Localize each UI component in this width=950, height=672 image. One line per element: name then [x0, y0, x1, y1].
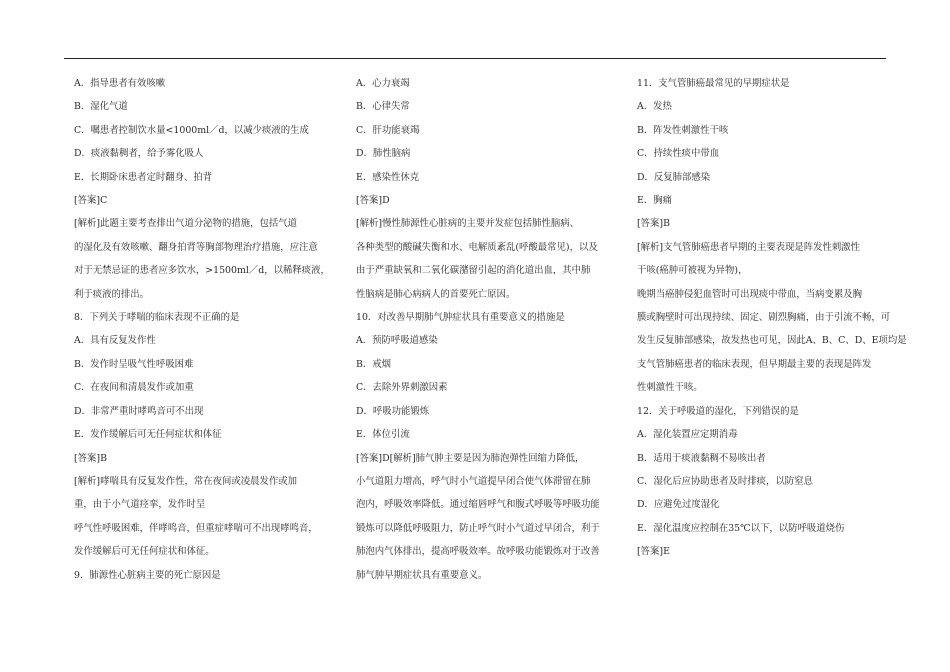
option-line: B．心律失常	[356, 101, 410, 113]
option-line: C．持续性痰中带血	[637, 148, 720, 160]
option-line: D．非常严重时哮鸣音可不出现	[74, 405, 204, 417]
answer-line: [答案]C	[74, 195, 108, 207]
option-line: C．在夜间和清晨发作或加重	[74, 382, 194, 394]
option-line: C．肝功能衰竭	[356, 124, 420, 136]
explanation-line: 晚期当癌肿侵犯血管时可出现痰中带血，当病变累及胸	[637, 288, 863, 300]
option-line: B．适用于痰液黏稠不易咳出者	[637, 452, 766, 464]
explanation-line: 重，由于小气道痉挛，发作时呈	[74, 499, 206, 511]
explanation-line: [解析]支气管肺癌患者早期的主要表现是阵发性刺激性	[637, 241, 860, 253]
answer-explanation-line: [答案]D[解析]肺气肿主要是因为肺泡弹性回缩力降低，	[356, 452, 585, 464]
option-line: A．预防呼吸道感染	[356, 335, 438, 347]
column-right	[637, 72, 907, 564]
explanation-line: 由于严重缺氧和二氧化碳潴留引起的消化道出血，其中肺	[356, 265, 591, 277]
explanation-line: 锻炼可以降低呼吸阻力，防止呼气时小气道过早闭合，利于	[356, 522, 600, 534]
explanation-line: [解析]慢性肺源性心脏病的主要并发症包括肺性脑病、	[356, 218, 579, 230]
column-middle	[356, 72, 612, 587]
explanation-line: 泡内，呼吸效率降低。通过缩唇呼气和腹式呼吸等呼吸功能	[356, 499, 600, 511]
option-line: A．发热	[637, 101, 672, 113]
answer-line: [答案]E	[637, 546, 670, 558]
option-line: A．心力衰竭	[356, 78, 410, 89]
explanation-line: 发作缓解后可无任何症状和体征。	[74, 546, 215, 558]
option-line: E．感染性休克	[356, 171, 420, 183]
option-line: A．具有反复发作性	[74, 335, 156, 347]
explanation-line: 肺泡内气体排出，提高呼吸效率。故呼吸功能锻炼对于改善	[356, 546, 600, 558]
option-line: D．肺性脑病	[356, 148, 411, 160]
explanation-line: 的湿化及有效咳嗽、翻身拍背等胸部物理治疗措施，应注意	[74, 241, 318, 253]
answer-line: [答案]B	[74, 452, 107, 464]
explanation-line: 性刺激性干咳。	[637, 382, 703, 394]
option-line: E．发作缓解后可无任何症状和体征	[74, 429, 222, 441]
explanation-line: 性脑病是肺心病病人的首要死亡原因。	[356, 288, 516, 300]
option-line: C．去除外界刺激因素	[356, 382, 448, 394]
question-line: 12．关于呼吸道的湿化，下列错误的是	[637, 405, 799, 417]
option-line: A．指导患者有效咳嗽	[74, 78, 166, 89]
explanation-line: [解析]此题主要考查排出气道分泌物的措施，包括气道	[74, 218, 297, 230]
option-line: B．发作时呈吸气性呼吸困难	[74, 358, 194, 370]
option-line: B．戒烟	[356, 358, 392, 370]
question-line: 9．肺源性心脏病主要的死亡原因是	[74, 569, 221, 581]
question-line: 10．对改善早期肺气肿症状具有重要意义的措施是	[356, 312, 565, 324]
question-line: 11．支气管肺癌最常见的早期症状是	[637, 78, 790, 89]
explanation-line: 支气管肺癌患者的临床表现，但早期最主要的表现是阵发	[637, 358, 872, 370]
option-line: C．嘱患者控制饮水量<1000ml／d，以减少痰液的生成	[74, 124, 309, 136]
option-line: B．阵发性刺激性干咳	[637, 124, 729, 136]
question-line: 8．下列关于哮喘的临床表现不正确的是	[74, 312, 240, 324]
option-line: C．湿化后应协助患者及时排痰，以防窒息	[637, 475, 813, 487]
option-line: D．痰液黏稠者，给予雾化吸人	[74, 148, 204, 160]
explanation-line: 膜或胸壁时可出现持续、固定、剧烈胸痛，由于引流不畅，可	[637, 312, 891, 324]
option-line: E．体位引流	[356, 429, 410, 441]
explanation-line: 小气道阻力增高，呼气时小气道提早闭合使气体滞留在肺	[356, 475, 591, 487]
answer-line: [答案]B	[637, 218, 670, 230]
explanation-line: 肺气肿早期症状具有重要意义。	[356, 569, 488, 581]
option-line: E．胸痛	[637, 195, 672, 207]
option-line: B．湿化气道	[74, 101, 128, 113]
explanation-line: 发生反复肺部感染，故发热也可见，因此A、B、C、D、E项均是	[637, 335, 907, 347]
option-line: D．应避免过度湿化	[637, 499, 720, 511]
explanation-line: 呼气性呼吸困难，伴哮鸣音，但重症哮喘可不出现哮鸣音，	[74, 522, 318, 534]
header-rule	[64, 58, 886, 59]
explanation-line: 对于无禁忌证的患者应多饮水，>1500ml／d，以稀释痰液，	[74, 265, 330, 277]
answer-line: [答案]D	[356, 195, 390, 207]
explanation-line: 干咳(癌肿可被视为异物)，	[637, 265, 748, 277]
option-line: D．呼吸功能锻炼	[356, 405, 430, 417]
explanation-line: [解析]哮喘具有反复发作性，常在夜间或凌晨发作或加	[74, 475, 297, 487]
explanation-line: 各种类型的酸碱失衡和水、电解质紊乱(呼酸最常见)，以及	[356, 241, 598, 253]
option-line: D．反复肺部感染	[637, 171, 711, 183]
option-line: E．长期卧床患者定时翻身、拍背	[74, 171, 213, 183]
explanation-line: 利于痰液的排出。	[74, 288, 150, 300]
option-line: E．湿化温度应控制在35℃以下，以防呼吸道烧伤	[637, 522, 845, 534]
option-line: A．湿化装置应定期消毒	[637, 429, 738, 441]
column-left	[74, 72, 332, 587]
